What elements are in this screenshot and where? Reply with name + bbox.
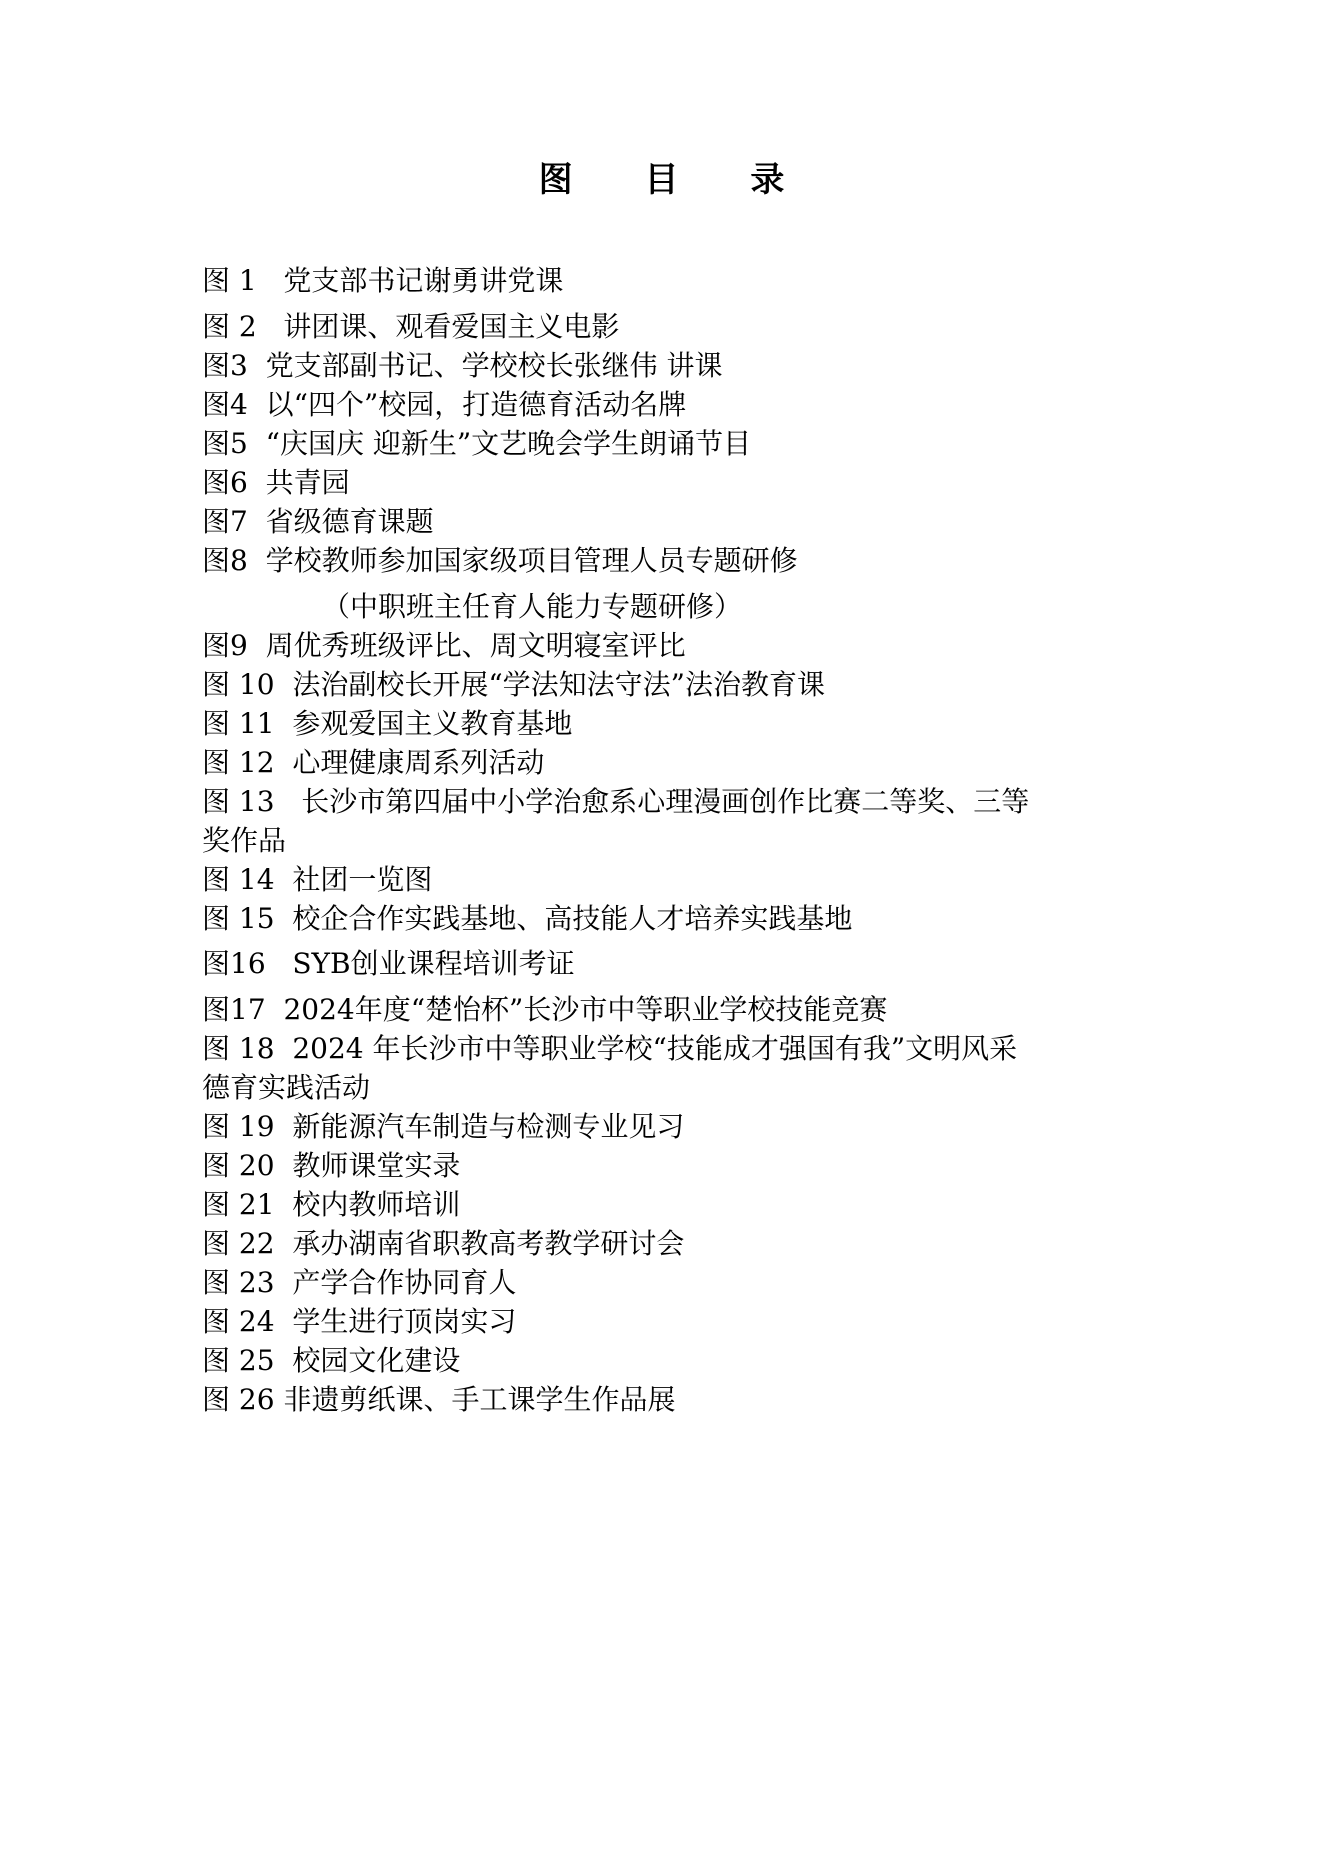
figure-entry <box>202 503 434 541</box>
figure-caption: 2024 年长沙市中等职业学校“技能成才强国有我”文明风采 <box>292 1032 1018 1065</box>
figure-gap <box>275 1149 293 1182</box>
figure-number: 图9 <box>202 629 248 662</box>
figure-gap <box>248 466 266 499</box>
figure-gap <box>266 993 284 1026</box>
figure-caption: 共青园 <box>265 466 350 499</box>
figure-caption: 社团一览图 <box>292 863 433 896</box>
figure-number: 图 2 <box>202 310 257 343</box>
figure-caption: 法治副校长开展“学法知法守法”法治教育课 <box>292 668 825 701</box>
figure-entry-continuation <box>202 1069 370 1107</box>
figure-number: 图 13 <box>202 785 275 818</box>
figure-entry <box>202 1342 460 1380</box>
figure-gap <box>275 1227 293 1260</box>
figure-gap <box>248 505 266 538</box>
figure-caption: 校园文化建设 <box>292 1344 461 1377</box>
figure-gap <box>248 388 266 421</box>
figure-gap <box>275 785 302 818</box>
figure-caption: 以“四个”校园，打造德育活动名牌 <box>265 388 687 421</box>
figure-entry <box>202 1264 516 1302</box>
figure-entry <box>202 262 563 300</box>
figure-entry <box>202 1381 675 1419</box>
figure-number: 图 18 <box>202 1032 275 1065</box>
figure-caption: 省级德育课题 <box>265 505 434 538</box>
figure-number: 图 1 <box>202 264 257 297</box>
figure-number: 图 24 <box>202 1305 275 1338</box>
figure-gap <box>248 629 266 662</box>
figure-number: 图 20 <box>202 1149 275 1182</box>
figure-gap <box>257 310 284 343</box>
figure-caption: 2024年度“楚怡杯”长沙市中等职业学校技能竞赛 <box>283 993 888 1026</box>
figure-caption: 周优秀班级评比、周文明寝室评比 <box>265 629 686 662</box>
figure-entry <box>202 1225 684 1263</box>
figure-entry <box>202 386 686 424</box>
figure-number: 图 26 <box>202 1383 275 1416</box>
figure-gap <box>248 349 266 382</box>
figure-caption: 参观爱国主义教育基地 <box>292 707 573 740</box>
figure-number: 图 15 <box>202 902 275 935</box>
figure-entry <box>202 666 825 704</box>
figure-number: 图6 <box>202 466 248 499</box>
figure-caption: 心理健康周系列活动 <box>292 746 545 779</box>
figure-entry <box>202 991 887 1029</box>
figure-caption: 新能源汽车制造与检测专业见习 <box>292 1110 685 1143</box>
figure-entry <box>202 744 544 782</box>
figure-gap <box>275 1344 293 1377</box>
figure-entry <box>202 900 852 938</box>
figure-caption: 非遗剪纸课、手工课学生作品展 <box>283 1383 676 1416</box>
figure-gap <box>275 1266 293 1299</box>
figure-gap <box>275 1032 293 1065</box>
figure-number: 图16 <box>202 947 266 980</box>
figure-gap <box>275 668 293 701</box>
figure-caption: 教师课堂实录 <box>292 1149 461 1182</box>
figure-caption: 产学合作协同育人 <box>292 1266 517 1299</box>
figure-number: 图17 <box>202 993 266 1026</box>
figure-gap <box>248 544 266 577</box>
figure-entry-continuation <box>202 588 742 626</box>
figure-gap <box>275 1188 293 1221</box>
figure-number: 图 19 <box>202 1110 275 1143</box>
figure-caption: 承办湖南省职教高考教学研讨会 <box>292 1227 685 1260</box>
figure-number: 图 10 <box>202 668 275 701</box>
figure-entry <box>202 308 619 346</box>
figure-caption: 党支部副书记、学校校长张继伟 讲课 <box>265 349 723 382</box>
figure-entry <box>202 705 572 743</box>
figure-entry <box>202 425 751 463</box>
figure-entry <box>202 1108 684 1146</box>
figure-entry <box>202 464 350 502</box>
figure-number: 图8 <box>202 544 248 577</box>
figure-gap <box>275 707 293 740</box>
figure-entry <box>202 542 798 580</box>
figure-gap <box>275 902 293 935</box>
figure-entry <box>202 783 1029 821</box>
figure-caption: SYB创业课程培训考证 <box>292 947 575 980</box>
figure-entry <box>202 1147 460 1185</box>
figure-number: 图7 <box>202 505 248 538</box>
figure-number: 图 22 <box>202 1227 275 1260</box>
figure-number: 图3 <box>202 349 248 382</box>
figure-entry <box>202 1186 460 1224</box>
figure-entry <box>202 861 432 899</box>
figure-entry-continuation <box>202 822 286 860</box>
figure-caption: 党支部书记谢勇讲党课 <box>283 264 564 297</box>
figure-number: 图 11 <box>202 707 275 740</box>
figure-number: 图 12 <box>202 746 275 779</box>
figure-gap <box>275 863 293 896</box>
figure-entry <box>202 1303 516 1341</box>
figure-caption: 校企合作实践基地、高技能人才培养实践基地 <box>292 902 853 935</box>
figure-gap <box>257 264 284 297</box>
figure-caption: 德育实践活动 <box>202 1071 371 1104</box>
figure-caption: 学生进行顶岗实习 <box>292 1305 517 1338</box>
figure-caption: 校内教师培训 <box>292 1188 461 1221</box>
figure-number: 图5 <box>202 427 248 460</box>
figure-entry <box>202 1030 1017 1068</box>
page-title: 图 目 录 <box>538 160 815 200</box>
figure-entry <box>202 945 575 983</box>
figure-number: 图 23 <box>202 1266 275 1299</box>
figure-gap <box>275 1305 293 1338</box>
figure-caption: 奖作品 <box>202 824 287 857</box>
figure-caption: 学校教师参加国家级项目管理人员专题研修 <box>265 544 798 577</box>
figure-gap <box>275 746 293 779</box>
figure-caption: 长沙市第四届中小学治愈系心理漫画创作比赛二等奖、三等 <box>301 785 1030 818</box>
figure-gap <box>248 427 266 460</box>
figure-gap <box>275 1110 293 1143</box>
figure-caption: “庆国庆 迎新生”文艺晚会学生朗诵节目 <box>265 427 752 460</box>
figure-caption: 讲团课、观看爱国主义电影 <box>283 310 620 343</box>
figure-entry <box>202 627 686 665</box>
figure-caption: （中职班主任育人能力专题研修） <box>322 590 743 623</box>
figure-number: 图4 <box>202 388 248 421</box>
figure-entry <box>202 347 723 385</box>
figure-number: 图 21 <box>202 1188 275 1221</box>
figure-gap <box>266 947 293 980</box>
figure-number: 图 25 <box>202 1344 275 1377</box>
figure-number: 图 14 <box>202 863 275 896</box>
